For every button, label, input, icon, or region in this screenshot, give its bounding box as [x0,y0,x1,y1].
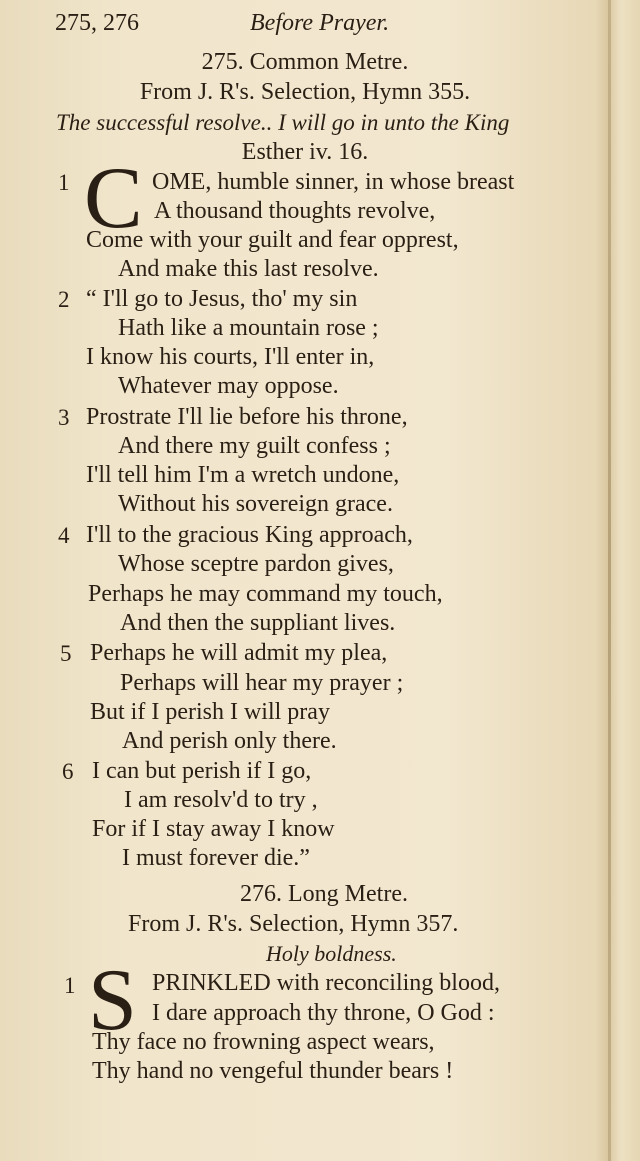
scripture-reference: Esther iv. 16. [241,139,369,165]
hymn-subtitle: Holy boldness. [266,941,397,966]
verse-line: Whose sceptre pardon gives, [118,551,394,577]
verse-line: Perhaps will hear my prayer ; [120,670,404,696]
verse-line: “ I'll go to Jesus, tho' my sin [86,286,358,312]
stanza-number: 6 [62,759,74,784]
stanza-number: 2 [58,287,70,312]
page-gutter [608,0,611,1161]
drop-cap: C [84,150,143,247]
verse-line: Perhaps he may command my touch, [88,581,443,607]
verse-line: A thousand thoughts revolve, [154,198,436,224]
verse-line: For if I stay away I know [92,816,335,842]
verse-line: I'll tell him I'm a wretch undone, [86,462,400,488]
verse-line: Without his sovereign grace. [118,491,393,517]
verse-line: I am resolv'd to try , [124,787,318,813]
stanza-number: 1 [64,973,76,998]
hymn-subtitle: The successful resolve.. I will go in unto the King [56,110,510,135]
hymn-source: From J. R's. Selection, Hymn 357. [128,911,459,937]
verse-line: But if I perish I will pray [90,699,330,725]
verse-line: And perish only there. [122,728,337,754]
hymn-number-metre: 275. Common Metre. [201,49,409,75]
stanza-number: 1 [58,170,70,195]
verse-line: Prostrate I'll lie before his throne, [86,404,408,430]
verse-line: Thy hand no vengeful thunder bears ! [92,1058,454,1084]
hymn-number-metre: 276. Long Metre. [240,881,408,907]
verse-line: I'll to the gracious King approach, [86,522,413,548]
verse-line: Perhaps he will admit my plea, [90,640,388,666]
page-header [55,10,610,44]
verse-line: OME, humble sinner, in whose breast [152,169,515,195]
stanza-number: 3 [58,405,70,430]
verse-line: Thy face no frowning aspect wears, [92,1029,435,1055]
stanza-number: 5 [60,641,72,666]
running-title: Before Prayer. [250,10,390,36]
verse-line: And there my guilt confess ; [118,433,391,459]
verse-line: I must forever die.” [122,845,310,871]
drop-cap: S [88,952,137,1049]
verse-line: I know his courts, I'll enter in, [86,344,375,370]
page-numbers: 275, 276 [55,10,139,36]
verse-line: And make this last resolve. [118,256,379,282]
verse-line: I dare approach thy throne, O God : [152,1000,495,1026]
verse-line: Hath like a mountain rose ; [118,315,379,341]
verse-line: PRINKLED with reconciling blood, [152,970,500,996]
verse-line: I can but perish if I go, [92,758,312,784]
verse-line: Whatever may oppose. [118,373,339,399]
stanza-number: 4 [58,523,70,548]
hymn-source: From J. R's. Selection, Hymn 355. [139,79,471,105]
verse-line: And then the suppliant lives. [120,610,396,636]
verse-line: Come with your guilt and fear opprest, [86,227,459,253]
